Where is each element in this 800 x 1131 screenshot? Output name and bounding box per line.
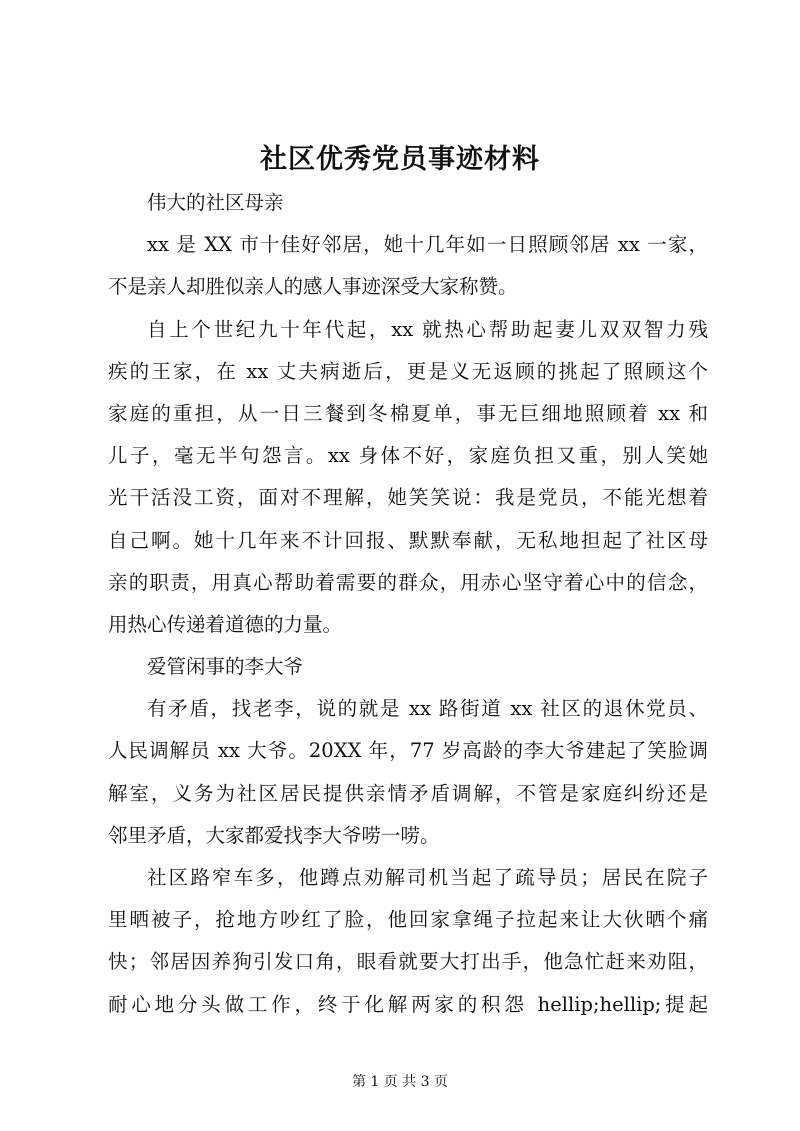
paragraph-line: 解室，义务为社区居民提供亲情矛盾调解，不管是家庭纠纷还是 [108, 781, 708, 805]
paragraph [108, 309, 708, 647]
page-number-footer: 第 1 页 共 3 页 [351, 1074, 449, 1090]
paragraph-line: 用热心传递着道德的力量。 [108, 612, 343, 636]
paragraph-line: 疾的王家，在 xx 丈夫病逝后，更是义无返顾的挑起了照顾这个 [108, 359, 708, 383]
paragraph-line: xx 是 XX 市十佳好邻居，她十几年如一日照顾邻居 xx 一家， [147, 233, 708, 257]
paragraph-line: 有矛盾，找老李，说的就是 xx 路街道 xx 社区的退休党员、 [147, 697, 708, 721]
paragraph-line: 家庭的重担，从一日三餐到冬棉夏单，事无巨细地照顾着 xx 和 [108, 401, 708, 425]
paragraph-line: 伟大的社区母亲 [147, 191, 284, 214]
paragraph-line: 耐心地分头做工作，终于化解两家的积怨 hellip;hellip;提起 [108, 992, 708, 1016]
paragraph-line: 快；邻居因养狗引发口角，眼看就要大打出手，他急忙赶来劝阻， [108, 950, 708, 974]
paragraph-line: 社区路窄车多，他蹲点劝解司机当起了疏导员；居民在院子 [147, 866, 708, 889]
paragraph-line: 光干活没工资，面对不理解，她笑笑说：我是党员，不能光想着 [108, 486, 708, 510]
paragraph-line: 里晒被子，抢地方吵红了脸，他回家拿绳子拉起来让大伙晒个痛 [108, 908, 708, 932]
paragraph-line: 儿子，毫无半句怨言。xx 身体不好，家庭负担又重，别人笑她 [108, 444, 708, 468]
paragraph-line: 亲的职责，用真心帮助着需要的群众，用赤心坚守着心中的信念， [108, 570, 708, 594]
document-body [108, 182, 708, 1026]
paragraph [108, 224, 708, 308]
paragraph [108, 857, 708, 1026]
paragraph-line: 人民调解员 xx 大爷。20XX 年，77 岁高龄的李大爷建起了笑脸调 [108, 739, 708, 763]
section-heading [108, 182, 708, 224]
paragraph-line: 自己啊。她十几年来不计回报、默默奉献，无私地担起了社区母 [108, 528, 708, 552]
paragraph-line: 爱管闲事的李大爷 [147, 655, 304, 679]
section-heading [108, 646, 708, 688]
paragraph-line: 自上个世纪九十年代起，xx 就热心帮助起妻儿双双智力残 [147, 317, 708, 341]
paragraph-line: 不是亲人却胜似亲人的感人事迹深受大家称赞。 [108, 275, 518, 299]
document-title: 社区优秀党员事迹材料 [260, 144, 540, 175]
paragraph-line: 邻里矛盾，大家都爱找李大爷唠一唠。 [108, 823, 440, 847]
paragraph [108, 688, 708, 857]
